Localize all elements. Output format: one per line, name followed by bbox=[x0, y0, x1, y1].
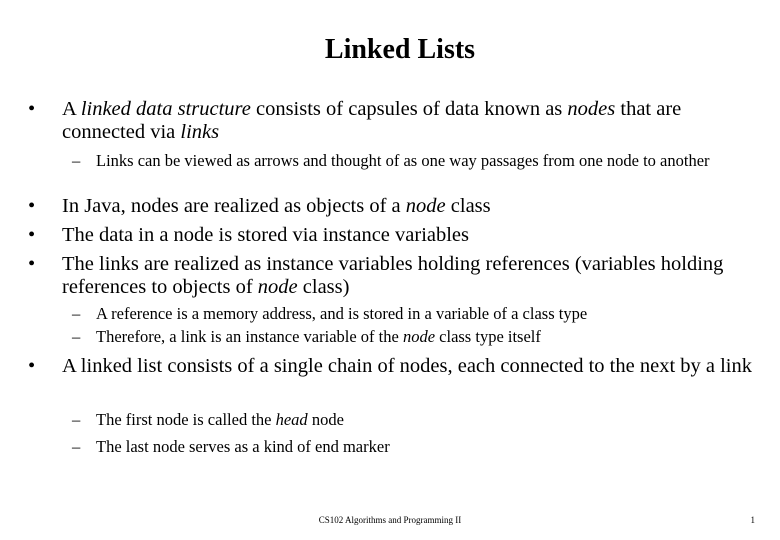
sub-bullet-link-instance-variable bbox=[72, 328, 762, 346]
dash-mark: – bbox=[72, 410, 81, 429]
text-run: Therefore, a link is an instance variable of the bbox=[96, 327, 403, 346]
slide-footer: CS102 Algorithms and Programming II bbox=[318, 515, 462, 525]
dash-mark: – bbox=[72, 327, 81, 346]
bullet-mark: • bbox=[28, 355, 36, 377]
sub-bullet-text: The last node serves as a kind of end marker bbox=[96, 437, 390, 456]
page-number: 1 bbox=[750, 515, 755, 525]
bullet-linked-list-chain bbox=[28, 355, 768, 378]
sub-bullet-reference-address bbox=[72, 305, 762, 323]
bullet-text bbox=[62, 195, 768, 218]
sub-bullet-text: A reference is a memory address, and is stored in a variable of a class type bbox=[96, 304, 588, 323]
sub-bullet-text: Links can be viewed as arrows and thought of as one way passages from one node to another bbox=[96, 151, 710, 170]
text-run: that are connected via bbox=[62, 98, 682, 143]
emphasis: node bbox=[405, 195, 446, 217]
text-run: A bbox=[62, 98, 81, 120]
text-run: class bbox=[445, 195, 491, 217]
text-run: class type itself bbox=[435, 327, 541, 346]
emphasis: node bbox=[257, 276, 298, 298]
text-run: In Java, nodes are realized as objects of a bbox=[62, 195, 406, 217]
text-run: The links are realized as instance variables holding references (variables holding references to objects of bbox=[62, 253, 724, 298]
emphasis: node bbox=[402, 327, 436, 346]
dash-mark: – bbox=[72, 437, 81, 456]
bullet-text: The data in a node is stored via instance variables bbox=[62, 224, 470, 246]
bullet-java-nodes bbox=[28, 195, 768, 218]
text-run: The first node is called the bbox=[96, 410, 276, 429]
bullet-mark: • bbox=[28, 195, 36, 217]
sub-bullet-links-arrows bbox=[72, 152, 762, 170]
dash-mark: – bbox=[72, 304, 81, 323]
sub-bullet-text bbox=[96, 411, 762, 429]
sub-bullet-text bbox=[96, 328, 762, 346]
bullet-links-references bbox=[28, 253, 768, 299]
bullet-text bbox=[62, 253, 768, 299]
sub-bullet-end-marker bbox=[72, 438, 762, 456]
bullet-instance-variables bbox=[28, 224, 768, 247]
emphasis: links bbox=[180, 121, 220, 143]
bullet-mark: • bbox=[28, 224, 36, 246]
bullet-text: A linked list consists of a single chain of nodes, each connected to the next by a link bbox=[62, 355, 753, 377]
text-run: consists of capsules of data known as bbox=[250, 98, 568, 120]
slide-title: Linked Lists bbox=[324, 34, 476, 65]
bullet-mark: • bbox=[28, 98, 36, 120]
bullet-linked-data-structure bbox=[28, 98, 768, 144]
bullet-mark: • bbox=[28, 253, 36, 275]
text-run: node bbox=[307, 410, 344, 429]
bullet-text bbox=[62, 98, 768, 144]
dash-mark: – bbox=[72, 151, 81, 170]
emphasis: linked data structure bbox=[80, 98, 251, 120]
sub-bullet-head-node bbox=[72, 411, 762, 429]
emphasis: nodes bbox=[567, 98, 616, 120]
emphasis: head bbox=[275, 410, 308, 429]
text-run: class) bbox=[297, 276, 350, 298]
